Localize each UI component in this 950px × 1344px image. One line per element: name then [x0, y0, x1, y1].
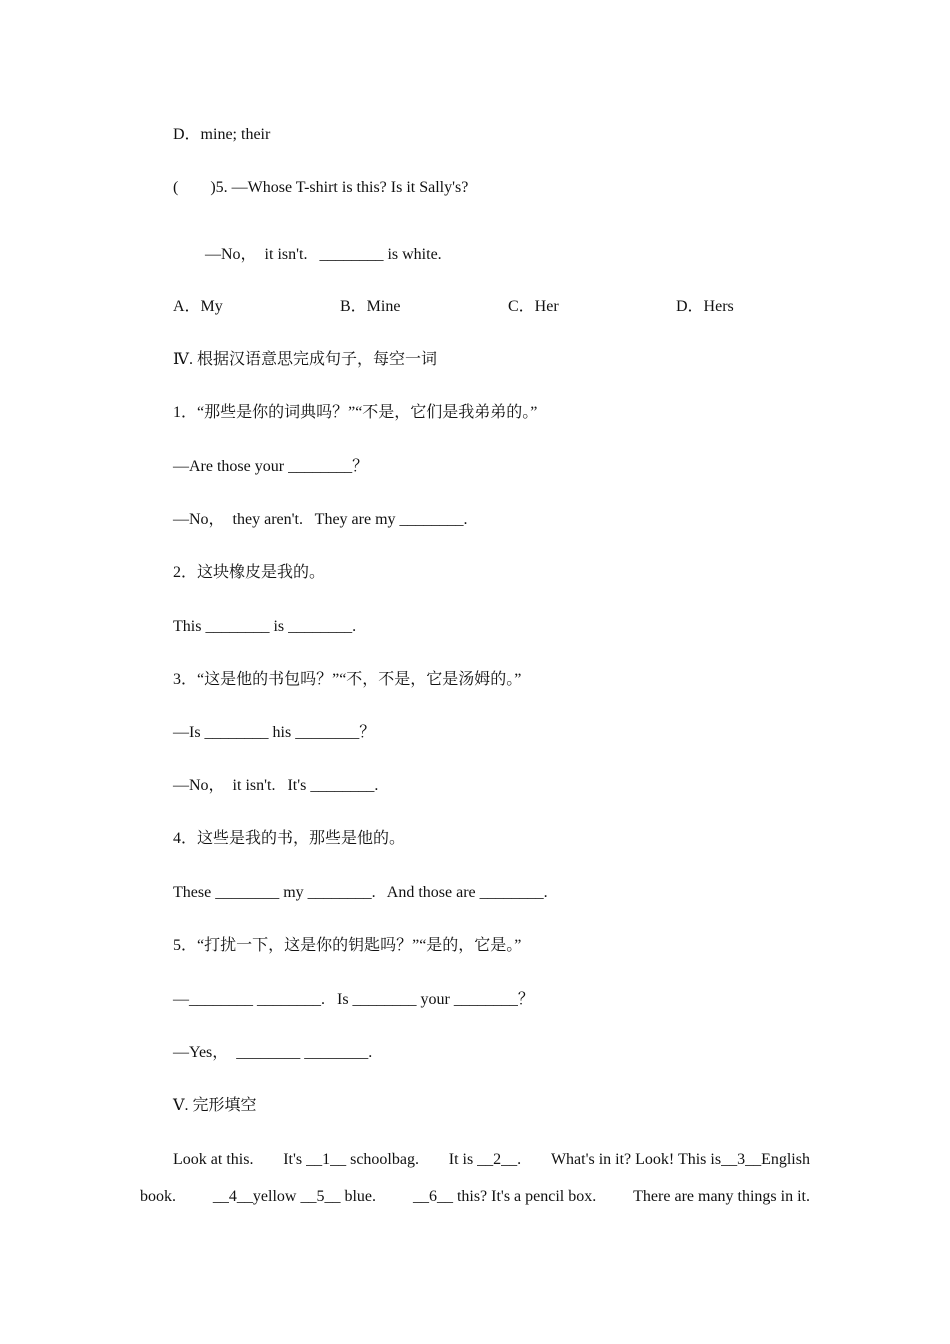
item-1-line-1: —Are those your ________？ — [173, 458, 369, 475]
passage-seg: It's __1__ schoolbag. — [283, 1151, 419, 1168]
passage-seg: __6__ this? It's a pencil box. — [412, 1188, 597, 1205]
option-d-prev-question: D．mine; their — [173, 126, 271, 143]
passage-seg: There are many things in it. — [633, 1188, 810, 1205]
passage-line-1 — [140, 1149, 810, 1171]
item-3-line-1: —Is ________ his ________？ — [173, 724, 376, 741]
section-4-title: Ⅳ. 根据汉语意思完成句子，每空一词 — [173, 351, 437, 368]
question-5-stem: ( )5. —Whose T-shirt is this? Is it Sally's? — [173, 179, 469, 196]
item-1-line-2: —No， they aren't. They are my ________. — [173, 511, 468, 528]
item-4-prompt: 4．这些是我的书，那些是他的。 — [173, 830, 406, 847]
item-1-prompt: 1．“那些是你的词典吗？”“不是，它们是我弟弟的。” — [173, 404, 538, 421]
passage-seg: What's in it? Look! This is__3__English — [550, 1151, 810, 1168]
item-3-prompt: 3．“这是他的书包吗？”“不，不是，它是汤姆的。” — [173, 671, 522, 688]
item-2-prompt: 2．这块橡皮是我的。 — [173, 564, 326, 581]
option-c: C．Her — [508, 298, 559, 315]
item-5-line-2: —Yes， ________ ________. — [173, 1044, 373, 1061]
option-b: B．Mine — [340, 298, 401, 315]
question-5-answer-line: —No， it isn't. ________ is white. — [205, 246, 442, 263]
section-5-title: Ⅴ. 完形填空 — [173, 1097, 257, 1114]
passage-seg: book. — [140, 1188, 176, 1205]
option-a: A．My — [173, 298, 223, 315]
passage-seg: It is __2__. — [448, 1151, 522, 1168]
item-5-prompt: 5．“打扰一下，这是你的钥匙吗？”“是的，它是。” — [173, 937, 522, 954]
passage-seg: Look at this. — [173, 1151, 254, 1168]
item-2-line-1: This ________ is ________. — [173, 618, 357, 635]
item-4-line-1: These ________ my ________. And those are ________. — [173, 884, 548, 901]
item-5-line-1: —________ ________. Is ________ your ________？ — [173, 991, 534, 1008]
cloze-passage — [140, 1149, 810, 1208]
passage-seg: __4__yellow __5__ blue. — [212, 1188, 377, 1205]
passage-line-2 — [140, 1186, 810, 1208]
option-d: D．Hers — [676, 298, 734, 315]
item-3-line-2: —No， it isn't. It's ________. — [173, 777, 379, 794]
